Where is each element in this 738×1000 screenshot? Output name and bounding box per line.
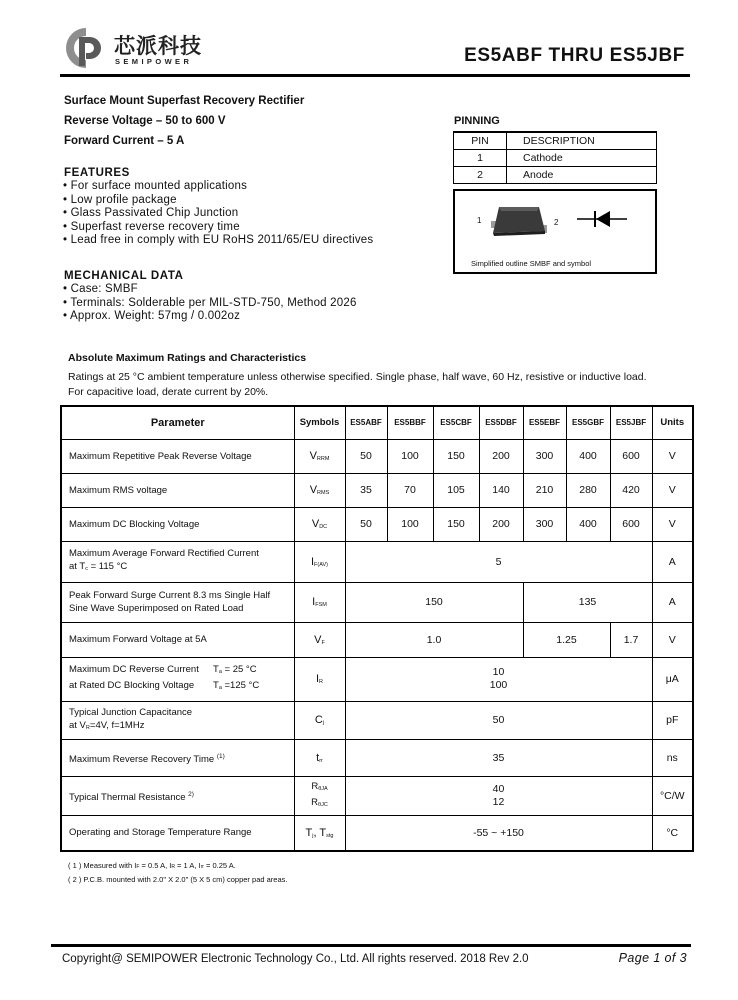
symbol-trr: trr (294, 739, 345, 776)
ratings-note-line2: For capacitive load, derate current by 20%. (68, 386, 269, 398)
ratings-note-line1: Ratings at 25 °C ambient temperature unless otherwise specified. Single phase, half wave, 60 Hz, resistive or inductive load. (68, 371, 647, 383)
unit-cell: °C (652, 815, 693, 851)
param-ifav: Maximum Average Forward Rectified Current at Tc = 115 °C (61, 541, 294, 582)
value-cell: 400 (566, 439, 610, 473)
table-row (61, 776, 693, 815)
value-cell: 5 (345, 541, 652, 582)
copyright-text: Copyright@ SEMIPOWER Electronic Technology Co., Ltd. All rights reserved. 2018 Rev 2.0 (62, 953, 529, 965)
unit-cell: A (652, 582, 693, 622)
value-cell: 105 (433, 473, 479, 507)
unit-cell: ns (652, 739, 693, 776)
list-item: • Approx. Weight: 57mg / 0.002oz (63, 310, 241, 322)
units-header: Units (652, 406, 693, 439)
table-row (454, 149, 657, 166)
value-cell: 35 (345, 473, 387, 507)
value-cell: 150 (345, 582, 523, 622)
value-cell: 50 (345, 701, 652, 739)
value-cell: 100 (387, 439, 433, 473)
table-row (61, 582, 693, 622)
symbol-ifsm: IFSM (294, 582, 345, 622)
value-cell: 40 12 (345, 776, 652, 815)
unit-cell: °C/W (652, 776, 693, 815)
part-header: ES5GBF (566, 406, 610, 439)
symbol-ifav: IF(AV) (294, 541, 345, 582)
outline-pin2-label: 2 (554, 218, 559, 227)
symbol-vdc: VDC (294, 507, 345, 541)
param-vf: Maximum Forward Voltage at 5A (61, 622, 294, 657)
symbol-ir: IR (294, 657, 345, 701)
ratings-title: Absolute Maximum Ratings and Characteristics (68, 352, 307, 364)
value-cell: 10 100 (345, 657, 652, 701)
table-row (61, 657, 693, 701)
value-cell: 1.0 (345, 622, 523, 657)
footnote-1: ( 1 ) Measured with IF = 0.5 A, IR = 1 A, Irr = 0.25 A. (68, 861, 236, 870)
pinning-table (453, 131, 657, 184)
value-cell: 300 (523, 507, 566, 541)
symbols-header: Symbols (294, 406, 345, 439)
value-cell: 70 (387, 473, 433, 507)
value-cell: 300 (523, 439, 566, 473)
footnote-2: ( 2 ) P.C.B. mounted with 2.0" X 2.0" (5 X 5 cm) copper pad areas. (68, 875, 288, 884)
pin-description: Cathode (507, 149, 657, 166)
parameter-header: Parameter (61, 406, 294, 439)
value-cell: 420 (610, 473, 652, 507)
package-outline-box (453, 189, 657, 274)
features-list (63, 180, 373, 248)
param-trr: Maximum Reverse Recovery Time $^{(1)}$ (61, 739, 294, 776)
symbol-cj: Cj (294, 701, 345, 739)
value-cell: 1.25 (523, 622, 610, 657)
value-cell: 600 (610, 439, 652, 473)
table-row (61, 622, 693, 657)
smbf-package-icon (489, 203, 551, 239)
table-row (61, 701, 693, 739)
outline-caption: Simplified outline SMBF and symbol (471, 259, 592, 268)
param-rth: Typical Thermal Resistance $^{2)}$ (61, 776, 294, 815)
logo-text-chinese: 芯派科技 (114, 34, 202, 58)
table-row (61, 507, 693, 541)
value-cell: 140 (479, 473, 523, 507)
table-row (454, 166, 657, 183)
document-title: ES5ABF THRU ES5JBF (464, 45, 685, 66)
page-number: Page 1 of 3 (618, 951, 687, 965)
diode-symbol-icon (577, 209, 627, 229)
unit-cell: V (652, 439, 693, 473)
value-cell: 135 (523, 582, 652, 622)
description-header: DESCRIPTION (507, 132, 657, 149)
list-item: • Case: SMBF (63, 283, 138, 295)
symbol-vrms: VRMS (294, 473, 345, 507)
semipower-logo-icon (64, 26, 108, 70)
pin-number: 2 (454, 166, 507, 183)
param-tj: Operating and Storage Temperature Range (61, 815, 294, 851)
list-item: • Low profile package (63, 193, 177, 206)
param-vdc: Maximum DC Blocking Voltage (61, 507, 294, 541)
value-cell: 50 (345, 439, 387, 473)
mechanical-data-list (63, 283, 357, 324)
list-item: • For surface mounted applications (63, 180, 248, 192)
list-item: • Lead free in comply with EU RoHS 2011/65/EU directives (63, 234, 374, 246)
value-cell: 50 (345, 507, 387, 541)
symbol-vf: VF (294, 622, 345, 657)
value-cell: -55 ~ +150 (345, 815, 652, 851)
value-cell: 200 (479, 439, 523, 473)
list-item: • Glass Passivated Chip Junction (63, 207, 239, 219)
unit-cell: pF (652, 701, 693, 739)
value-cell: 400 (566, 507, 610, 541)
value-cell: 150 (433, 507, 479, 541)
spec-description: Surface Mount Superfast Recovery Rectifier (64, 95, 305, 107)
pin-header: PIN (454, 132, 507, 149)
footer-rule (51, 944, 691, 947)
param-ifsm: Peak Forward Surge Current 8.3 ms Single Half Sine Wave Superimposed on Rated Load (61, 582, 294, 622)
table-header-row (61, 406, 693, 439)
table-row (61, 473, 693, 507)
table-row (61, 815, 693, 851)
spec-forward-current: Forward Current – 5 A (64, 135, 185, 147)
value-cell: 35 (345, 739, 652, 776)
unit-cell: μA (652, 657, 693, 701)
outline-pin1-label: 1 (477, 216, 482, 225)
value-cell: 600 (610, 507, 652, 541)
unit-cell: A (652, 541, 693, 582)
table-row (61, 739, 693, 776)
value-cell: 1.7 (610, 622, 652, 657)
spec-reverse-voltage: Reverse Voltage – 50 to 600 V (64, 115, 226, 127)
part-header: ES5BBF (387, 406, 433, 439)
header-rule (60, 74, 690, 77)
pin-description: Anode (507, 166, 657, 183)
value-cell: 210 (523, 473, 566, 507)
list-item: • Terminals: Solderable per MIL-STD-750, Method 2026 (63, 296, 357, 309)
value-cell: 200 (479, 507, 523, 541)
mechanical-data-title: MECHANICAL DATA (64, 270, 184, 282)
param-vrms: Maximum RMS voltage (61, 473, 294, 507)
pin-number: 1 (454, 149, 507, 166)
value-cell: 100 (387, 507, 433, 541)
part-header: ES5CBF (433, 406, 479, 439)
list-item: • Superfast reverse recovery time (63, 220, 240, 233)
value-cell: 150 (433, 439, 479, 473)
features-title: FEATURES (64, 167, 130, 179)
param-ir: Maximum DC Reverse Current Ta = 25 °C at Rated DC Blocking Voltage Ta =125 °C (61, 657, 294, 701)
unit-cell: V (652, 473, 693, 507)
value-cell: 280 (566, 473, 610, 507)
table-row (61, 439, 693, 473)
param-vrrm: Maximum Repetitive Peak Reverse Voltage (61, 439, 294, 473)
ratings-table (60, 405, 694, 852)
param-cj: Typical Junction Capacitance at VR=4V, f=1MHz (61, 701, 294, 739)
unit-cell: V (652, 507, 693, 541)
pinning-title: PINNING (454, 115, 500, 127)
part-header: ES5EBF (523, 406, 566, 439)
part-header: ES5ABF (345, 406, 387, 439)
symbol-vrrm: VRRM (294, 439, 345, 473)
part-header: ES5DBF (479, 406, 523, 439)
logo-text-english: SEMIPOWER (115, 57, 193, 66)
table-row (61, 541, 693, 582)
unit-cell: V (652, 622, 693, 657)
symbol-tj: Tj, Tstg (294, 815, 345, 851)
symbol-rth: RθJA RθJC (294, 776, 345, 815)
part-header: ES5JBF (610, 406, 652, 439)
